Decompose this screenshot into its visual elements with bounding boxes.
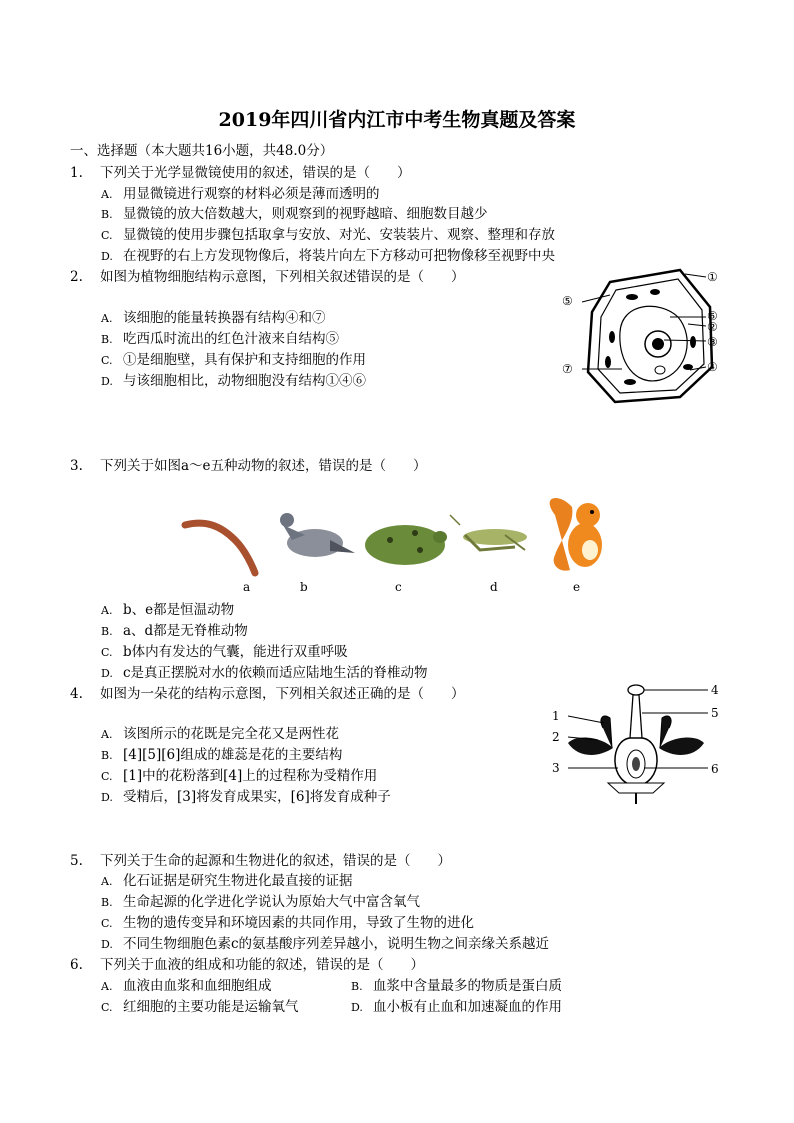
flower-label-5: 5 xyxy=(711,706,719,720)
q5-option-a: A. 化石证据是研究生物进化最直接的证据 xyxy=(101,873,353,889)
q2-option-c: C. ①是细胞壁，具有保护和支持细胞的作用 xyxy=(101,352,366,368)
q5-option-c: C. 生物的遗传变异和环境因素的共同作用，导致了生物的进化 xyxy=(101,915,474,931)
animal-label-d: d xyxy=(490,580,498,594)
q3-option-a: A. b、e都是恒温动物 xyxy=(101,602,235,618)
q5-option-b: B. 生命起源的化学进化学说认为原始大气中富含氧气 xyxy=(101,894,420,910)
animal-label-b: b xyxy=(300,580,308,594)
q1-option-d: D. 在视野的右上方发现物像后，将装片向左下方移动可把物像移至视野中央 xyxy=(101,248,555,264)
q6-option-b: B. 血浆中含量最多的物质是蛋白质 xyxy=(351,978,562,994)
squirrel-icon xyxy=(550,498,602,571)
cell-label-1: ① xyxy=(707,270,718,284)
question-5-stem: 5. 下列关于生命的起源和生物进化的叙述，错误的是（ ） xyxy=(70,853,451,869)
grasshopper-icon xyxy=(450,515,527,550)
q2-option-d: D. 与该细胞相比，动物细胞没有结构①④⑥ xyxy=(101,373,366,389)
cell-label-7: ⑦ xyxy=(562,362,573,376)
pigeon-icon xyxy=(280,513,355,557)
q5-option-d: D. 不同生物细胞色素c的氨基酸序列差异越小，说明生物之间亲缘关系越近 xyxy=(101,936,550,952)
animal-label-c: c xyxy=(395,580,402,594)
q1-option-a: A. 用显微镜进行观察的材料必须是薄而透明的 xyxy=(101,186,380,202)
plant-cell-diagram xyxy=(560,262,730,408)
q3-option-c: C. b体内有发达的气囊，能进行双重呼吸 xyxy=(101,644,348,660)
q6-option-d: D. 血小板有止血和加速凝血的作用 xyxy=(351,999,562,1015)
animal-label-a: a xyxy=(243,580,251,594)
animal-label-e: e xyxy=(573,580,581,594)
flower-label-3: 3 xyxy=(552,761,560,775)
q3-option-b: B. a、d都是无脊椎动物 xyxy=(101,623,248,639)
question-2-stem: 2. 如图为植物细胞结构示意图，下列相关叙述错误的是（ ） xyxy=(70,269,465,285)
section-heading: 一、选择题（本大题共16小题，共48.0分） xyxy=(70,143,334,159)
cell-label-6: ⑥ xyxy=(707,309,718,323)
question-3-stem: 3. 下列关于如图a～e五种动物的叙述，错误的是（ ） xyxy=(70,458,427,474)
q1-option-b: B. 显微镜的放大倍数越大，则观察到的视野越暗、细胞数目越少 xyxy=(101,206,488,222)
q4-option-d: D. 受精后，[3]将发育成果实，[6]将发育成种子 xyxy=(101,789,391,805)
flower-label-1: 1 xyxy=(552,709,560,723)
flower-structure-diagram xyxy=(548,678,728,806)
q4-option-b: B. [4][5][6]组成的雄蕊是花的主要结构 xyxy=(101,747,343,763)
q3-option-d: D. c是真正摆脱对水的依赖而适应陆地生活的脊椎动物 xyxy=(101,665,428,681)
q2-option-a: A. 该细胞的能量转换器有结构④和⑦ xyxy=(101,310,326,326)
frog-icon xyxy=(365,525,447,565)
page-title: 2019年四川省内江市中考生物真题及答案 xyxy=(218,109,576,131)
q6-option-a: A. 血液由血浆和血细胞组成 xyxy=(101,978,272,994)
earthworm-icon xyxy=(185,523,255,573)
question-4-stem: 4. 如图为一朵花的结构示意图，下列相关叙述正确的是（ ） xyxy=(70,686,465,702)
flower-label-4: 4 xyxy=(711,683,719,697)
q6-option-c: C. 红细胞的主要功能是运输氧气 xyxy=(101,999,299,1015)
question-1-stem: 1. 下列关于光学显微镜使用的叙述，错误的是（ ） xyxy=(70,165,411,181)
q1-option-c: C. 显微镜的使用步骤包括取拿与安放、对光、安装装片、观察、整理和存放 xyxy=(101,227,555,243)
five-animals-figure xyxy=(180,495,620,595)
flower-label-2: 2 xyxy=(552,730,560,744)
cell-label-3: ③ xyxy=(707,335,718,349)
flower-label-6: 6 xyxy=(711,762,719,776)
q4-option-c: C. [1]中的花粉落到[4]上的过程称为受精作用 xyxy=(101,768,378,784)
question-6-stem: 6. 下列关于血液的组成和功能的叙述，错误的是（ ） xyxy=(70,957,424,973)
cell-label-5: ⑤ xyxy=(562,294,573,308)
cell-label-2: ② xyxy=(707,320,718,334)
cell-label-4: ④ xyxy=(707,360,718,374)
q4-option-a: A. 该图所示的花既是完全花又是两性花 xyxy=(101,726,339,742)
q2-option-b: B. 吃西瓜时流出的红色汁液来自结构⑤ xyxy=(101,331,339,347)
